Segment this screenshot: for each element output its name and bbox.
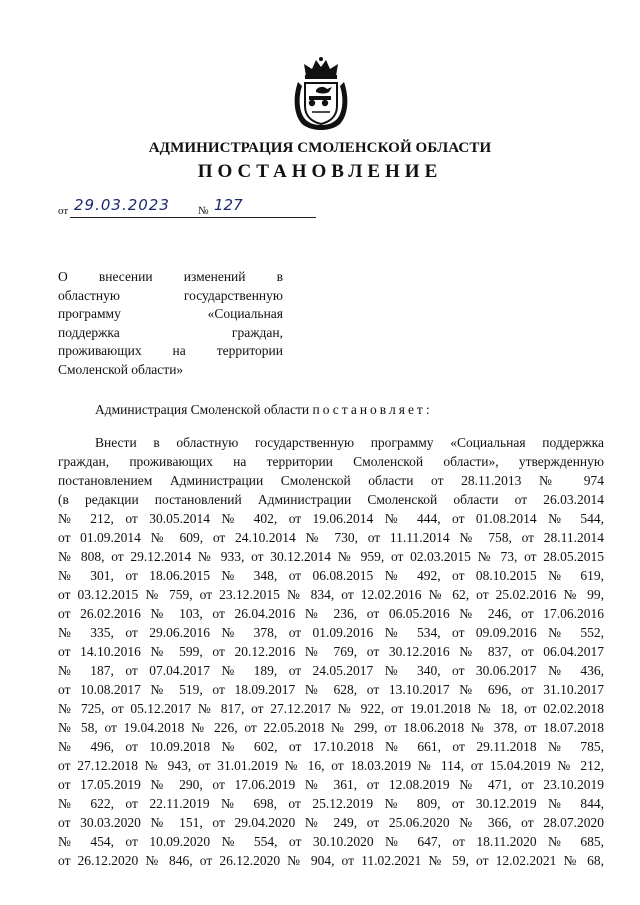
body-line: от 10.08.2017 № 519, от 18.09.2017 № 628, от 13.10.2017 № 696, от 31.10.2017 xyxy=(58,682,604,697)
body-line: от 01.09.2014 № 609, от 24.10.2014 № 730, от 11.11.2014 № 758, от 28.11.2014 xyxy=(58,530,604,545)
body-line: постановлением Администрации Смоленской области от 28.11.2013 № 974 xyxy=(58,473,604,488)
body-line: № 212, от 30.05.2014 № 402, от 19.06.2014 № 444, от 01.08.2014 № 544, xyxy=(58,511,604,526)
body-line: № 187, от 07.04.2017 № 189, от 24.05.2017 № 340, от 30.06.2017 № 436, xyxy=(58,663,604,678)
document-body xyxy=(58,433,604,870)
body-line: от 14.10.2016 № 599, от 20.12.2016 № 769, от 30.12.2016 № 837, от 06.04.2017 xyxy=(58,644,604,659)
body-line: от 30.03.2020 № 151, от 29.04.2020 № 249, от 25.06.2020 № 366, от 28.07.2020 xyxy=(58,815,604,830)
coat-of-arms-icon xyxy=(292,56,350,132)
subject-line: поддержка граждан, xyxy=(58,324,283,340)
body-line: от 03.12.2015 № 759, от 23.12.2015 № 834, от 12.02.2016 № 62, от 25.02.2016 № 99, xyxy=(58,587,604,602)
body-line: № 58, от 19.04.2018 № 226, от 22.05.2018 № 299, от 18.06.2018 № 378, от 18.07.2018 xyxy=(58,720,604,735)
date-prefix: от xyxy=(58,205,69,217)
subject-line: О внесении изменений в xyxy=(58,269,283,284)
body-line: от 26.02.2016 № 103, от 26.04.2016 № 236, от 06.05.2016 № 246, от 17.06.2016 xyxy=(58,606,604,621)
subject-line: областную государственную xyxy=(58,287,283,303)
body-line: от 26.12.2020 № 846, от 26.12.2020 № 904, от 11.02.2021 № 59, от 12.02.2021 № 68, xyxy=(58,853,604,868)
body-line: № 335, от 29.06.2016 № 378, от 01.09.2016 № 534, от 09.09.2016 № 552, xyxy=(58,625,604,640)
subject-line: проживающих на территории xyxy=(58,343,283,359)
body-line: № 808, от 29.12.2014 № 933, от 30.12.2014 № 959, от 02.03.2015 № 73, от 28.05.2015 xyxy=(58,549,604,564)
body-line: № 725, от 05.12.2017 № 817, от 27.12.2017 № 922, от 19.01.2018 № 18, от 02.02.2018 xyxy=(58,701,604,716)
body-line: № 622, от 22.11.2019 № 698, от 25.12.2019 № 809, от 30.12.2019 № 844, xyxy=(58,796,604,811)
number-prefix: № xyxy=(198,205,209,217)
body-line: № 496, от 10.09.2018 № 602, от 17.10.2018 № 661, от 29.11.2018 № 785, xyxy=(58,739,604,754)
document-type: ПОСТАНОВЛЕНИЕ xyxy=(197,161,443,182)
document-number: 127 xyxy=(214,196,243,214)
intro-sentence xyxy=(95,402,433,418)
registration-row xyxy=(58,197,328,219)
organization-name: АДМИНИСТРАЦИЯ СМОЛЕНСКОЙ ОБЛАСТИ xyxy=(148,140,492,156)
body-line: № 454, от 10.09.2020 № 554, от 30.10.2020 № 647, от 18.11.2020 № 685, xyxy=(58,834,604,849)
intro-lead: Администрация Смоленской области xyxy=(95,402,310,417)
body-line: от 17.05.2019 № 290, от 17.06.2019 № 361, от 12.08.2019 № 471, от 23.10.2019 xyxy=(58,777,604,792)
subject-line: Смоленской области» xyxy=(58,361,184,377)
number-underline xyxy=(208,217,316,218)
document-date: 29.03.2023 xyxy=(74,196,170,214)
body-line: от 27.12.2018 № 943, от 31.01.2019 № 16, от 18.03.2019 № 114, от 15.04.2019 № 212, xyxy=(58,758,604,773)
body-line: (в редакции постановлений Администрации Смоленской области от 26.03.2014 xyxy=(58,492,604,507)
body-line: граждан, проживающих на территории Смоленской области», утвержденную xyxy=(58,454,604,469)
subject-line: программу «Социальная xyxy=(58,306,283,322)
intro-verb: постановляет: xyxy=(312,402,433,417)
document-subject xyxy=(58,268,283,380)
body-line: Внести в областную государственную программу «Социальная поддержка xyxy=(95,435,604,450)
body-line: № 301, от 18.06.2015 № 348, от 06.08.2015 № 492, от 08.10.2015 № 619, xyxy=(58,568,604,583)
